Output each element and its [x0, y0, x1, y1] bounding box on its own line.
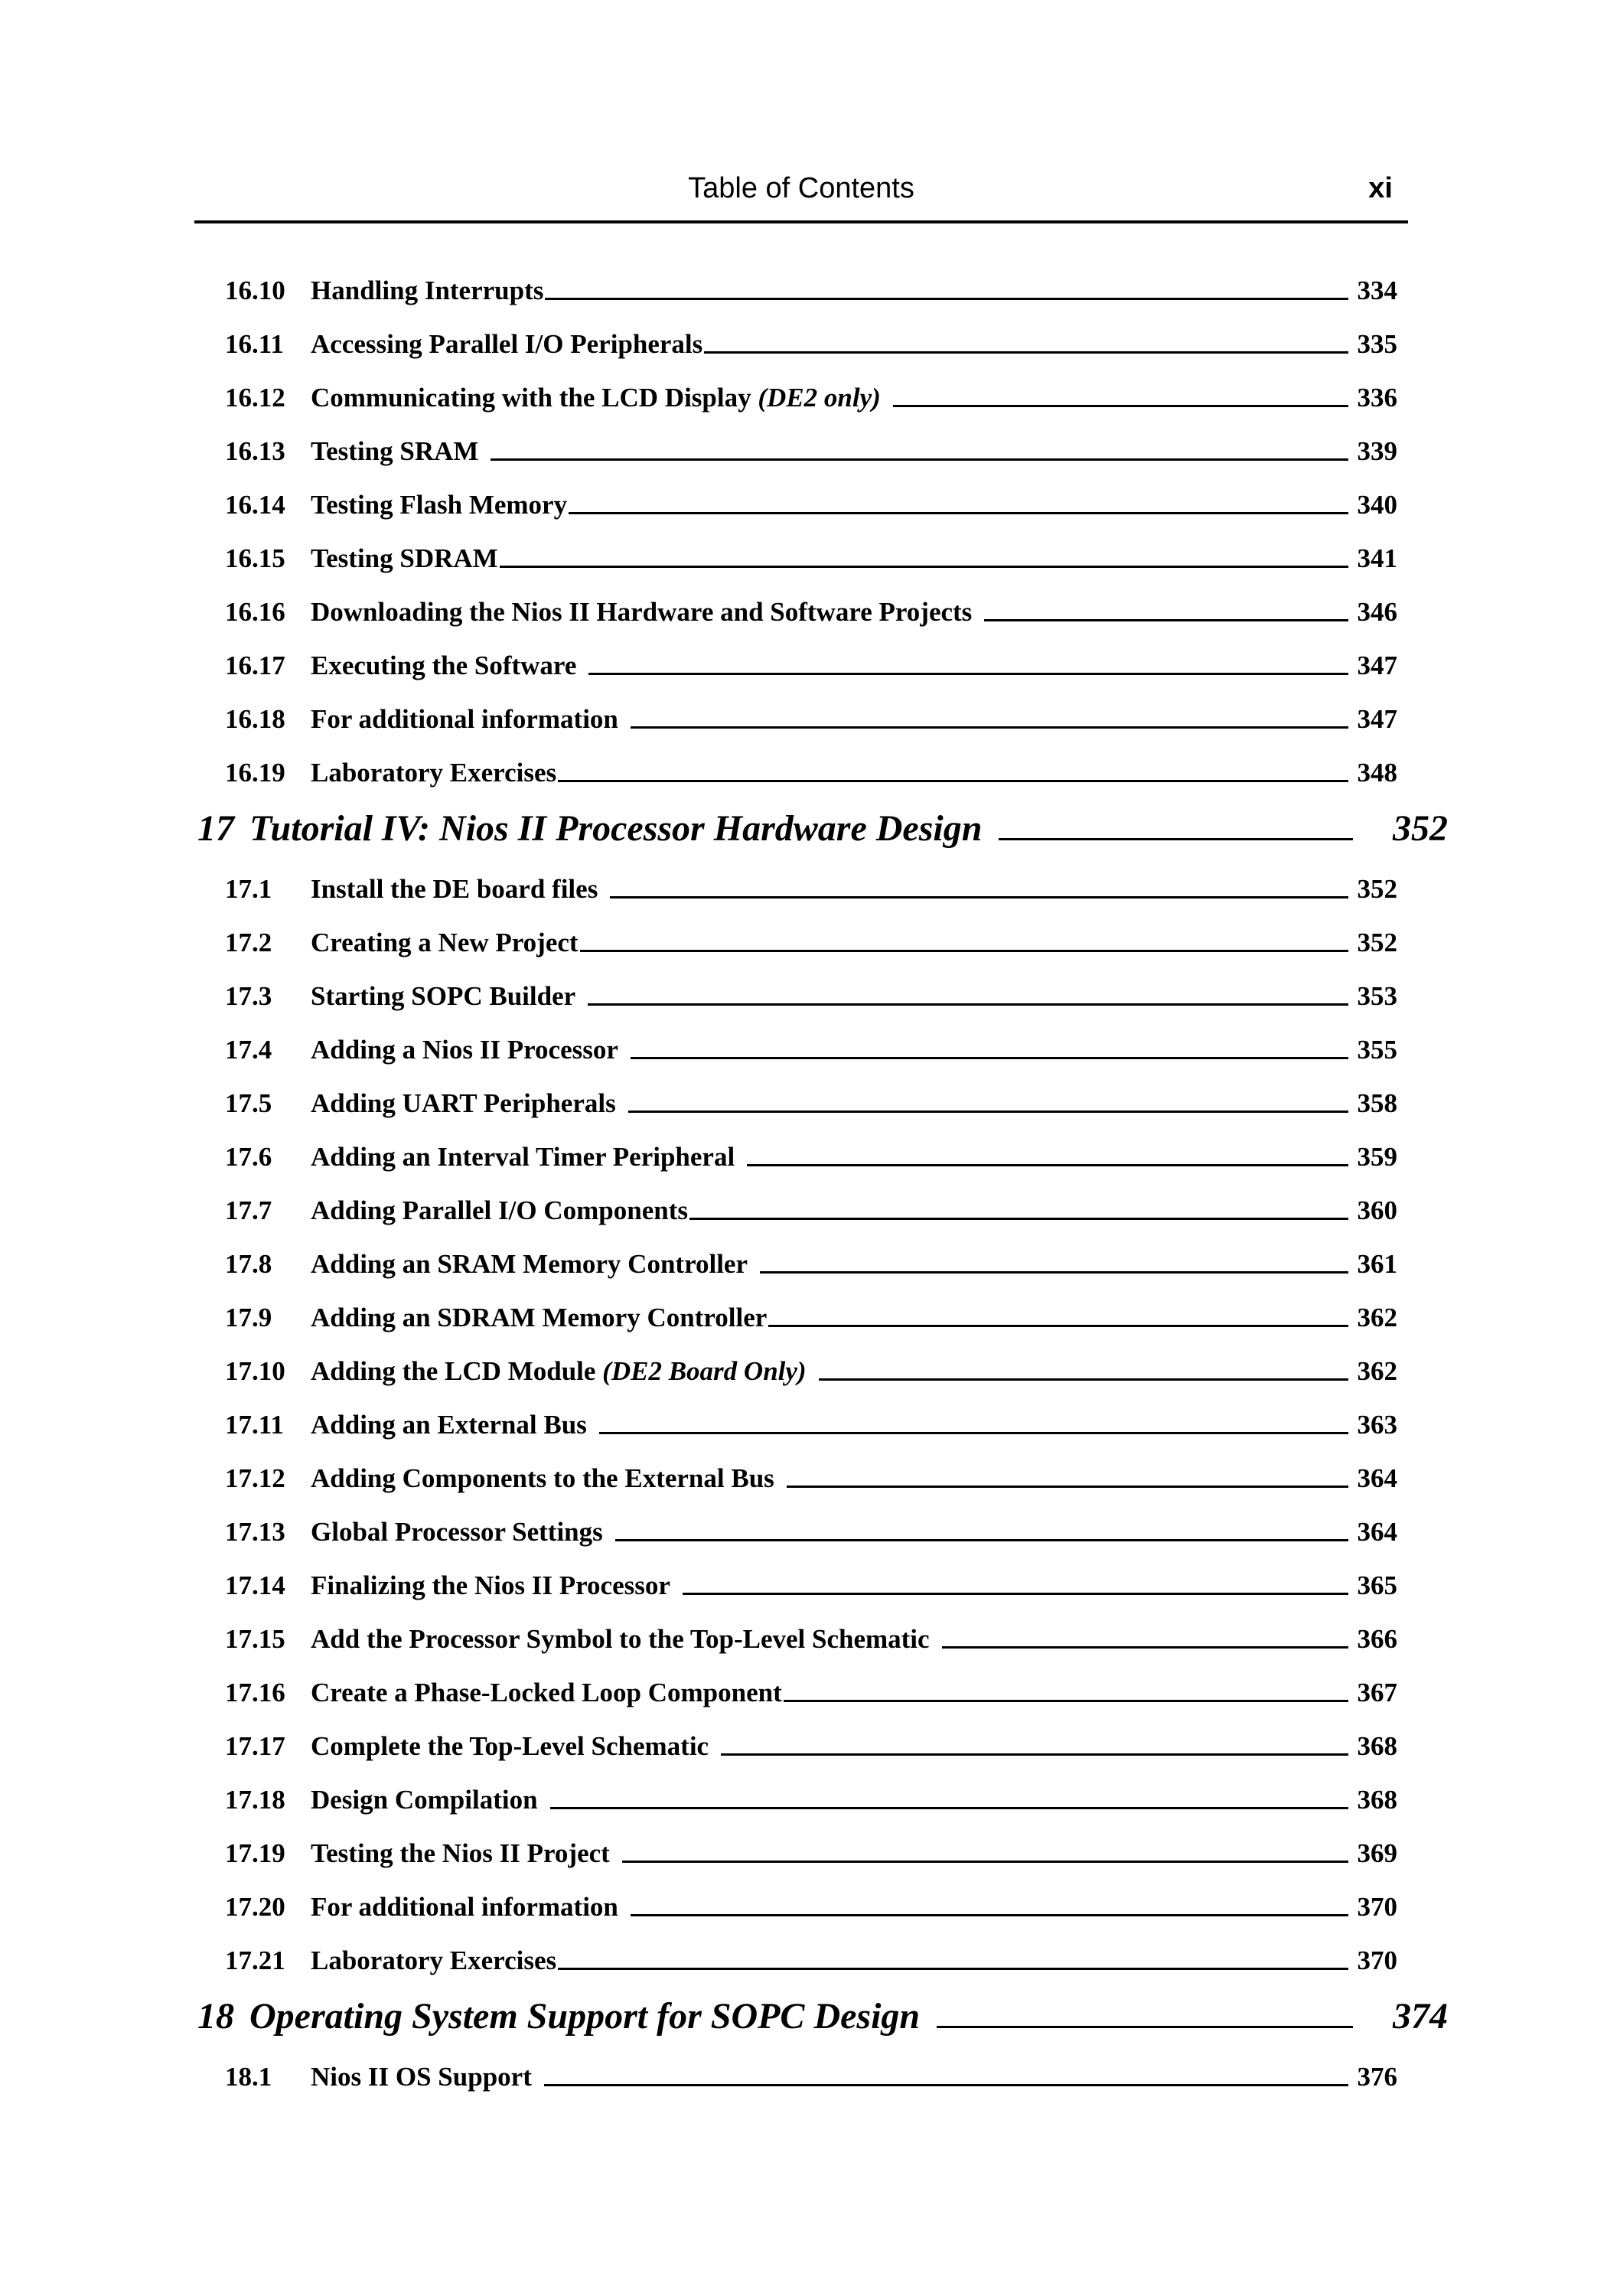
dot-leader	[937, 2026, 1353, 2028]
entry-page: 365	[1357, 1570, 1397, 1600]
entry-title: Executing the Software	[311, 651, 577, 680]
dot-leader	[558, 1968, 1348, 1970]
entry-title: Design Compilation	[311, 1785, 538, 1815]
dot-leader	[622, 1861, 1348, 1863]
entry-page: 364	[1357, 1463, 1397, 1493]
toc-entry[interactable]	[225, 860, 1397, 905]
dot-leader	[580, 950, 1348, 952]
chapter-title: Tutorial IV: Nios II Processor Hardware Design	[249, 808, 983, 849]
dot-leader	[760, 1271, 1348, 1274]
dot-leader	[999, 838, 1353, 840]
toc-entry[interactable]	[225, 369, 1397, 413]
entry-number: 16.10	[225, 276, 285, 305]
entry-page: 369	[1357, 1838, 1397, 1868]
toc-entry[interactable]	[225, 422, 1397, 467]
entry-page: 341	[1357, 543, 1397, 573]
dot-leader	[721, 1753, 1348, 1756]
toc-entry[interactable]	[225, 1610, 1397, 1655]
dot-leader	[631, 1914, 1348, 1916]
entry-page: 364	[1357, 1517, 1397, 1547]
entry-number: 16.16	[225, 597, 285, 627]
dot-leader	[942, 1646, 1348, 1649]
toc-entry[interactable]	[225, 1825, 1397, 1869]
toc-chapter-entry[interactable]	[197, 1984, 1448, 2037]
entry-number: 16.19	[225, 758, 285, 788]
entry-title: Testing the Nios II Project	[311, 1838, 610, 1868]
entry-number: 17.10	[225, 1356, 285, 1386]
entry-number: 16.14	[225, 490, 285, 520]
entry-title: Install the DE board files	[311, 874, 598, 904]
dot-leader	[984, 619, 1348, 621]
entry-number: 17.5	[225, 1088, 272, 1118]
entry-number: 16.15	[225, 543, 285, 573]
entry-number: 17.19	[225, 1838, 285, 1868]
entry-number: 16.11	[225, 329, 284, 359]
entry-title: Testing Flash Memory	[311, 490, 568, 520]
dot-leader	[631, 726, 1348, 729]
entry-number: 17.3	[225, 981, 272, 1011]
entry-title	[311, 1356, 807, 1387]
entry-title: Adding an External Bus	[311, 1410, 587, 1440]
dot-leader	[784, 1700, 1348, 1702]
dot-leader	[599, 1432, 1348, 1434]
dot-leader	[588, 673, 1348, 675]
entry-number: 17.18	[225, 1785, 285, 1815]
entry-number: 16.18	[225, 704, 285, 734]
entry-title-note: (DE2 Board Only)	[602, 1356, 807, 1386]
entry-page: 340	[1357, 490, 1397, 520]
toc-entry[interactable]	[225, 1717, 1397, 1762]
chapter-number: 17	[197, 808, 234, 849]
toc-entry[interactable]	[225, 1450, 1397, 1494]
running-title: Table of Contents	[688, 172, 914, 204]
entry-title: Testing SRAM	[311, 436, 479, 466]
entry-page: 353	[1357, 981, 1397, 1011]
entry-number: 17.21	[225, 1945, 285, 1975]
toc-entry[interactable]	[225, 1557, 1397, 1601]
chapter-page: 374	[1393, 1996, 1448, 2037]
entry-page: 347	[1357, 651, 1397, 680]
entry-number: 17.12	[225, 1463, 285, 1493]
dot-leader	[610, 896, 1348, 899]
toc-entry[interactable]	[225, 262, 1397, 306]
entry-title: Nios II OS Support	[311, 2062, 532, 2092]
page-number: xi	[1368, 172, 1393, 204]
entry-title	[311, 383, 881, 413]
toc-entry[interactable]	[225, 1664, 1397, 1708]
dot-leader	[631, 1057, 1348, 1059]
entry-page: 370	[1357, 1892, 1397, 1922]
entry-title: For additional information	[311, 1892, 618, 1922]
entry-title: Adding an Interval Timer Peripheral	[311, 1142, 735, 1172]
entry-page: 355	[1357, 1035, 1397, 1065]
toc-entry[interactable]	[225, 914, 1397, 958]
entry-page: 346	[1357, 597, 1397, 627]
entry-number: 16.17	[225, 651, 285, 680]
toc-entry[interactable]	[225, 1235, 1397, 1280]
entry-page: 370	[1357, 1945, 1397, 1975]
entry-number: 17.7	[225, 1195, 272, 1225]
toc-entry[interactable]	[225, 637, 1397, 681]
toc-chapter-entry[interactable]	[197, 796, 1448, 850]
entry-number: 17.15	[225, 1624, 285, 1654]
entry-number: 17.17	[225, 1731, 285, 1761]
entry-page: 358	[1357, 1088, 1397, 1118]
entry-number: 17.20	[225, 1892, 285, 1922]
toc-entry[interactable]	[225, 1075, 1397, 1119]
entry-title: Laboratory Exercises	[311, 1945, 557, 1975]
entry-title: Global Processor Settings	[311, 1517, 603, 1547]
entry-title: Adding UART Peripherals	[311, 1088, 616, 1118]
entry-page: 368	[1357, 1731, 1397, 1761]
dot-leader	[545, 298, 1348, 300]
entry-title: Starting SOPC Builder	[311, 981, 576, 1011]
entry-title: Adding an SDRAM Memory Controller	[311, 1303, 768, 1332]
dot-leader	[819, 1378, 1348, 1381]
dot-leader	[615, 1539, 1348, 1541]
toc-entry[interactable]	[225, 1289, 1397, 1333]
dot-leader	[550, 1807, 1348, 1809]
entry-page: 366	[1357, 1624, 1397, 1654]
entry-title: Add the Processor Symbol to the Top-Level Schematic	[311, 1624, 930, 1654]
entry-page: 362	[1357, 1356, 1397, 1386]
dot-leader	[787, 1486, 1348, 1488]
entry-title: Handling Interrupts	[311, 276, 544, 305]
dot-leader	[588, 1003, 1348, 1006]
chapter-number: 18	[197, 1996, 234, 2037]
toc-entry[interactable]	[225, 1182, 1397, 1226]
entry-page: 363	[1357, 1410, 1397, 1440]
entry-page: 336	[1357, 383, 1397, 413]
dot-leader	[628, 1110, 1348, 1113]
toc-entry[interactable]	[225, 1021, 1397, 1065]
entry-page: 347	[1357, 704, 1397, 734]
entry-title: Creating a New Project	[311, 928, 579, 957]
entry-page: 352	[1357, 928, 1397, 957]
toc-entry[interactable]	[225, 530, 1397, 574]
toc-entry[interactable]	[225, 315, 1397, 360]
entry-page: 348	[1357, 758, 1397, 788]
entry-title: Complete the Top-Level Schematic	[311, 1731, 709, 1761]
entry-title: For additional information	[311, 704, 618, 734]
toc-entry[interactable]	[225, 2048, 1397, 2092]
dot-leader	[544, 2084, 1348, 2086]
chapter-page: 352	[1393, 808, 1448, 849]
entry-page: 360	[1357, 1195, 1397, 1225]
entry-title: Downloading the Nios II Hardware and Software Projects	[311, 597, 973, 627]
entry-number: 17.1	[225, 874, 272, 904]
entry-number: 17.14	[225, 1570, 285, 1600]
entry-page: 362	[1357, 1303, 1397, 1332]
entry-page: 359	[1357, 1142, 1397, 1172]
toc-entry[interactable]	[225, 744, 1397, 788]
entry-title: Finalizing the Nios II Processor	[311, 1570, 670, 1600]
entry-number: 17.2	[225, 928, 272, 957]
toc-entry[interactable]	[225, 1878, 1397, 1923]
entry-number: 17.11	[225, 1410, 284, 1440]
dot-leader	[704, 351, 1348, 354]
entry-title-text: Communicating with the LCD Display	[311, 383, 751, 413]
toc-entry[interactable]	[225, 1503, 1397, 1548]
entry-number: 17.16	[225, 1678, 285, 1707]
entry-number: 17.9	[225, 1303, 272, 1332]
entry-page: 368	[1357, 1785, 1397, 1815]
toc-entry[interactable]	[225, 967, 1397, 1012]
entry-page: 352	[1357, 874, 1397, 904]
entry-title: Laboratory Exercises	[311, 758, 557, 788]
dot-leader	[683, 1593, 1348, 1595]
dot-leader	[500, 566, 1348, 568]
entry-number: 16.12	[225, 383, 285, 413]
entry-number: 16.13	[225, 436, 285, 466]
entry-number: 17.13	[225, 1517, 285, 1547]
toc-entry[interactable]	[225, 476, 1397, 520]
toc-entry[interactable]	[225, 1396, 1397, 1440]
entry-number: 17.6	[225, 1142, 272, 1172]
entry-page: 334	[1357, 276, 1397, 305]
entry-title: Adding Parallel I/O Components	[311, 1195, 688, 1225]
entry-number: 17.4	[225, 1035, 272, 1065]
entry-page: 376	[1357, 2062, 1397, 2092]
entry-title: Create a Phase-Locked Loop Component	[311, 1678, 782, 1707]
entry-title: Adding Components to the External Bus	[311, 1463, 774, 1493]
dot-leader	[747, 1164, 1348, 1166]
toc-entry[interactable]	[225, 1342, 1397, 1387]
toc-entry[interactable]	[225, 1771, 1397, 1815]
entry-title: Adding a Nios II Processor	[311, 1035, 618, 1065]
entry-page: 335	[1357, 329, 1397, 359]
dot-leader	[689, 1218, 1348, 1220]
dot-leader	[768, 1325, 1348, 1327]
chapter-title: Operating System Support for SOPC Design	[249, 1996, 921, 2037]
entry-title: Adding an SRAM Memory Controller	[311, 1249, 748, 1279]
entry-page: 367	[1357, 1678, 1397, 1707]
toc-entry[interactable]	[225, 1128, 1397, 1172]
toc-entry[interactable]	[225, 690, 1397, 735]
dot-leader	[569, 512, 1348, 514]
dot-leader	[558, 780, 1348, 782]
toc-entry[interactable]	[225, 1932, 1397, 1976]
entry-page: 361	[1357, 1249, 1397, 1279]
entry-page: 339	[1357, 436, 1397, 466]
entry-title: Testing SDRAM	[311, 543, 498, 573]
entry-title-note: (DE2 only)	[758, 383, 881, 413]
toc-entry[interactable]	[225, 583, 1397, 628]
entry-number: 17.8	[225, 1249, 272, 1279]
entry-title: Accessing Parallel I/O Peripherals	[311, 329, 703, 359]
dot-leader	[893, 405, 1348, 407]
entry-title-text: Adding the LCD Module	[311, 1356, 596, 1386]
dot-leader	[491, 458, 1348, 461]
entry-number: 18.1	[225, 2062, 272, 2092]
